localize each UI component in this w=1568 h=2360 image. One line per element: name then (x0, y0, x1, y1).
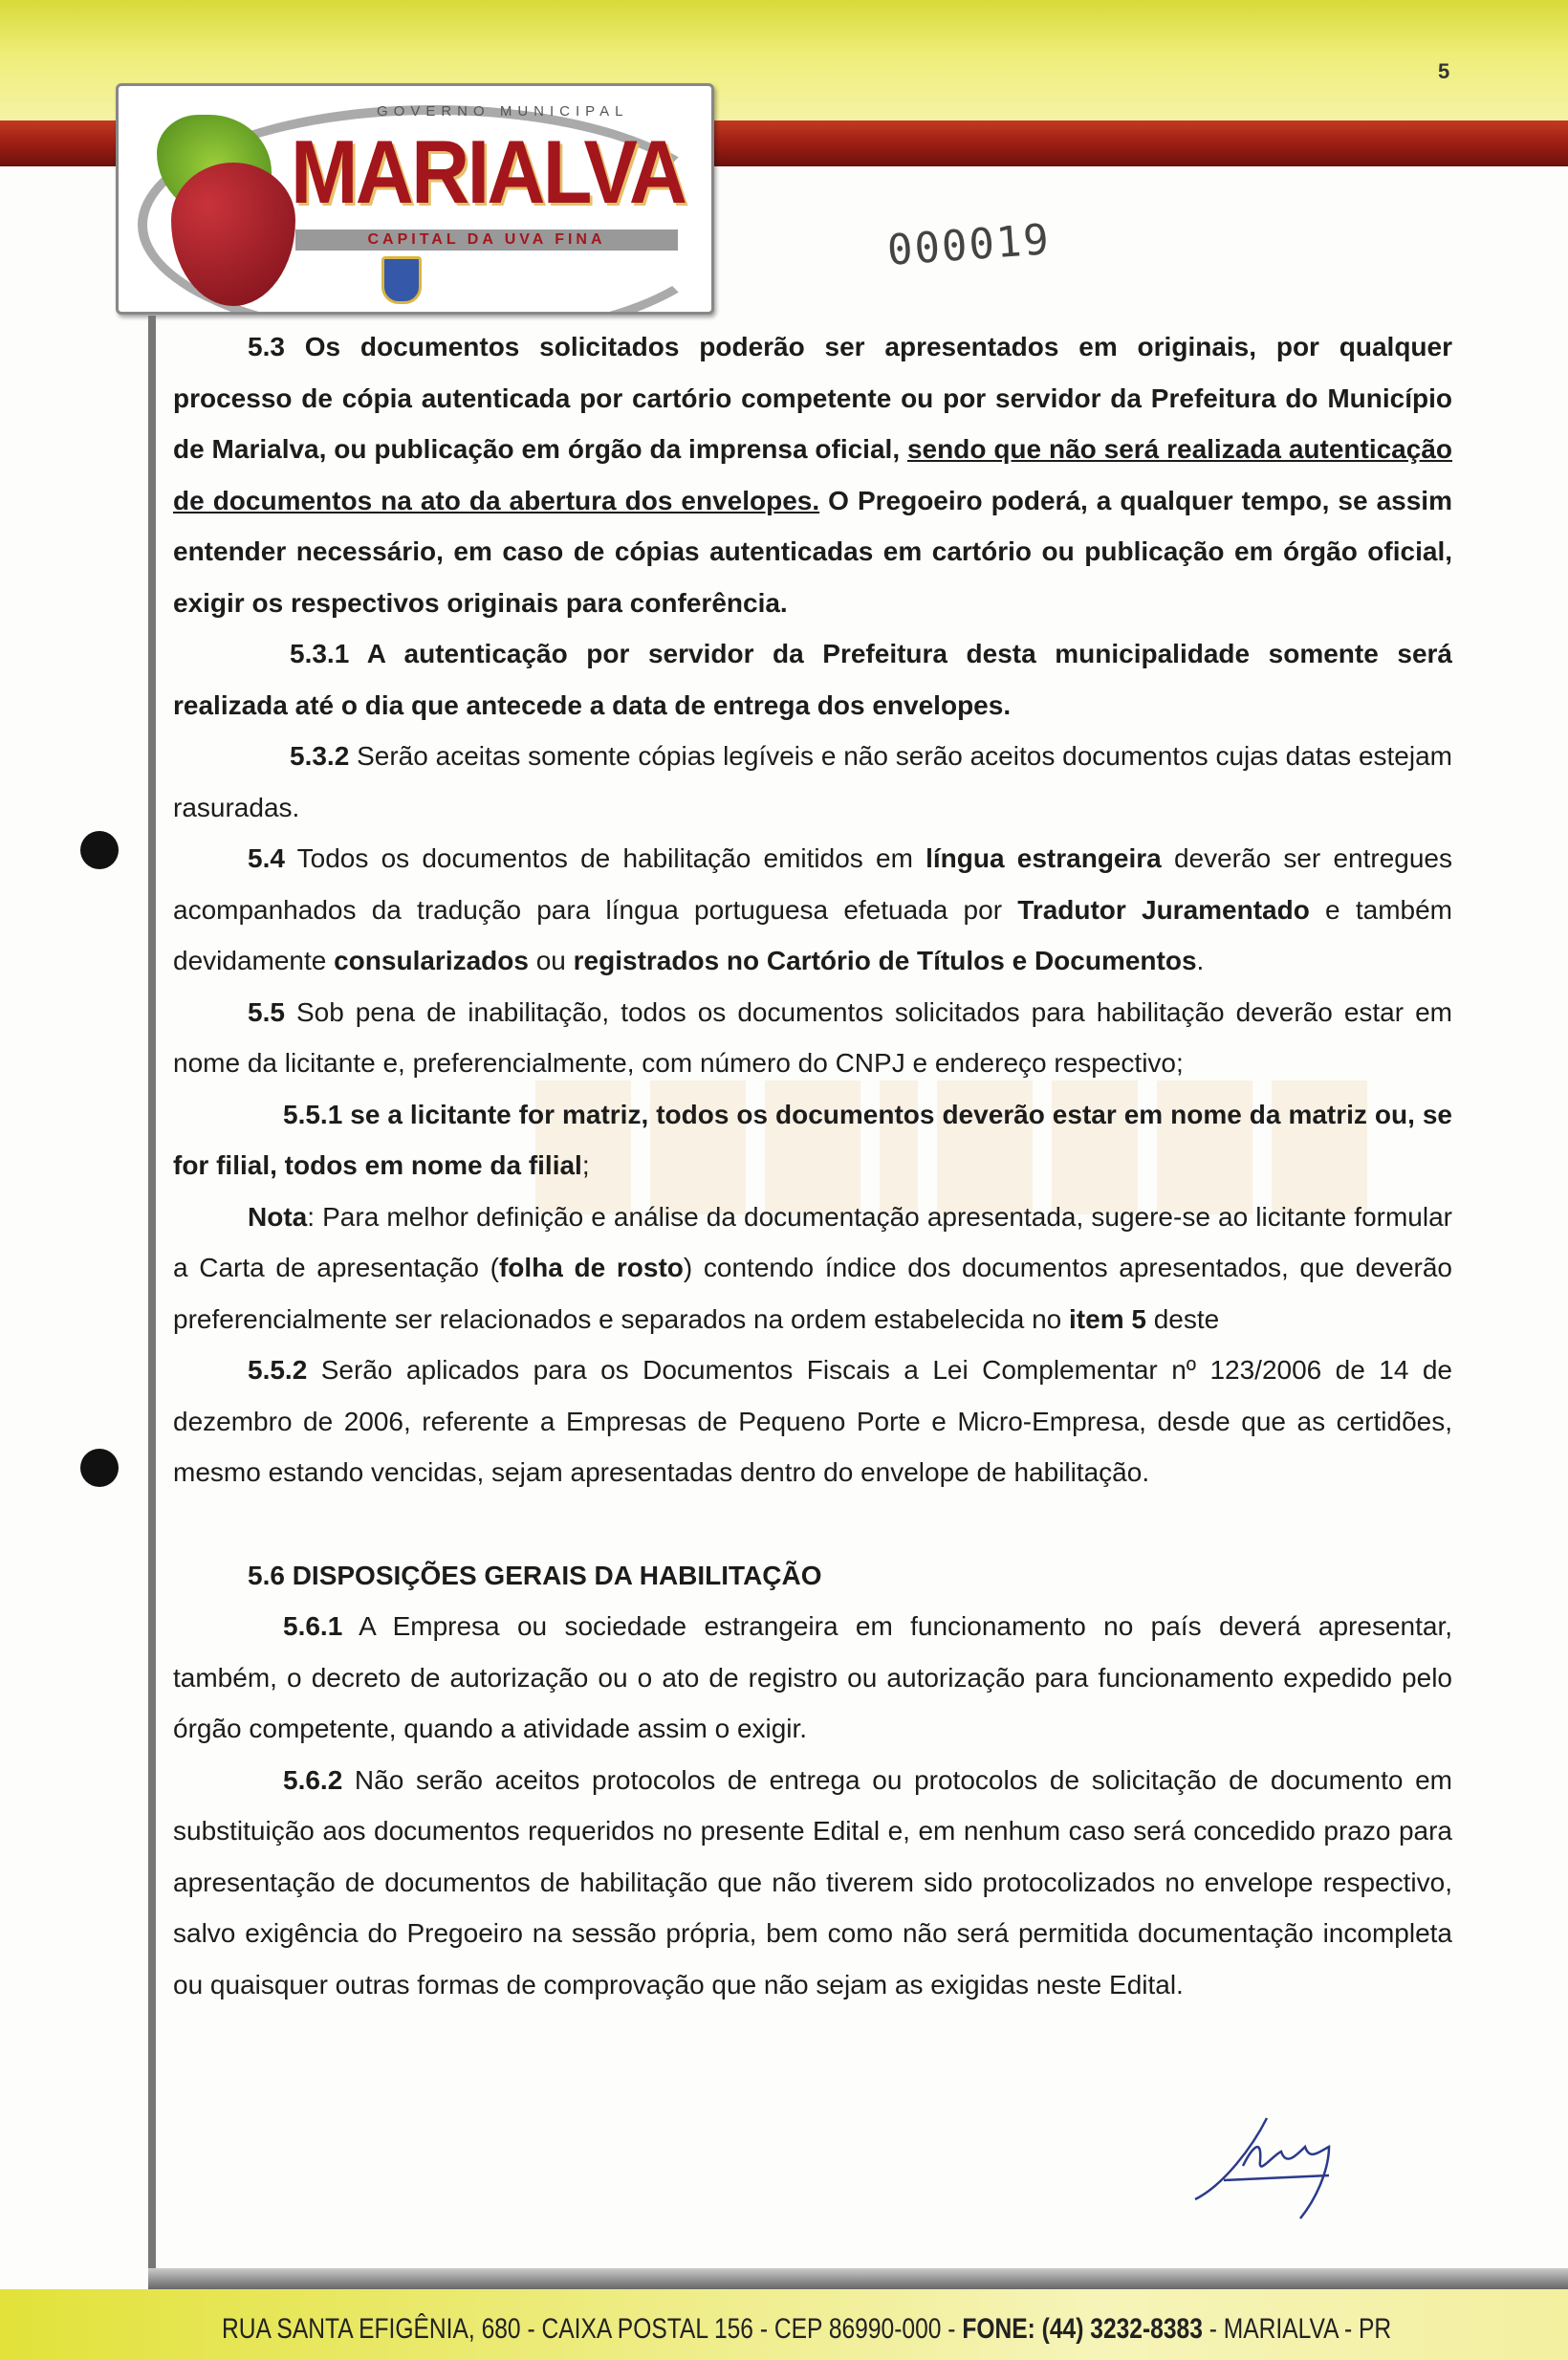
underlined-text: sendo que não será realizada autenticação de documentos na ato da abertura dos envelopes. (173, 434, 1453, 515)
bold-text: folha de rosto (498, 1253, 684, 1282)
section-number: 5.4 (248, 843, 285, 873)
paragraph-nota (173, 1191, 1452, 1345)
text-run: e também devidamente (173, 894, 1452, 975)
section-number: 5.3.2 (290, 741, 350, 771)
punch-hole (80, 1449, 119, 1487)
text-run: deste (1145, 1303, 1220, 1334)
text-run: ) contendo índice dos documentos apresentados, que deverão preferencialmente ser relacionados e separados na ordem estabelecida no (173, 1253, 1452, 1334)
note-label: Nota (248, 1201, 308, 1232)
coat-of-arms-icon (381, 256, 422, 304)
logo-slogan: CAPITAL DA UVA FINA (295, 229, 678, 251)
bold-text: item 5 (1069, 1303, 1146, 1334)
paragraph-5-4 (173, 833, 1452, 987)
text-run: . (1196, 946, 1205, 975)
section-number: 5.5.2 (248, 1355, 308, 1385)
paragraph-5-6-2 (173, 1755, 1452, 2011)
page-stamp-number: 000019 (885, 215, 1053, 275)
page-number: 5 (1438, 59, 1450, 83)
logo-top-text: GOVERNO MUNICIPAL (377, 103, 629, 120)
city-text: - MARIALVA - PR (1202, 2313, 1392, 2345)
footer-address (222, 2312, 1391, 2347)
bold-text: consularizados (334, 946, 529, 975)
phone-text: FONE: (44) 3232-8383 (962, 2313, 1203, 2345)
logo-name: MARIALVA (291, 121, 686, 222)
text-run: Serão aceitas somente cópias legíveis e não serão aceitos documentos cujas datas estejam rasuradas. (173, 741, 1452, 822)
paragraph-5-5-2 (173, 1344, 1452, 1498)
paragraph-5-6-1 (173, 1601, 1452, 1755)
section-number: 5.5 (248, 996, 285, 1027)
bold-text: língua estrangeira (926, 843, 1162, 873)
address-text: RUA SANTA EFIGÊNIA, 680 - CAIXA POSTAL 156 - CEP 86990-000 - (222, 2313, 963, 2345)
document-body (173, 321, 1452, 2010)
punch-hole (80, 831, 119, 869)
paragraph-5-5 (173, 987, 1452, 1089)
text-run: : Para melhor definição e análise da documentação apresentada, sugere-se ao licitante formular a Carta de apresentação ( (173, 1201, 1452, 1282)
paragraph-5-3-2 (173, 731, 1452, 833)
left-border (148, 316, 156, 2285)
section-heading-5-6: 5.6 DISPOSIÇÕES GERAIS DA HABILITAÇÃO (248, 1560, 822, 1590)
bold-text: registrados no Cartório de Títulos e Documentos (573, 946, 1197, 975)
text-run: Não serão aceitos protocolos de entrega ou protocolos de solicitação de documento em substituição aos documentos requeridos no presente Edital e, em nenhum caso será concedido prazo para apresentação de documentos de habilitação que não tiverem sido protocolizados no envelope respectivo, salvo exigência do Pregoeiro na sessão própria, bem como não será permitida documentação incompleta ou quaisquer outras formas de comprovação que não sejam as exigidas neste Edital. (173, 1764, 1452, 1999)
spacer (173, 1498, 1452, 1550)
section-number: 5.6.2 (283, 1764, 343, 1795)
text-run: 5.3 Os documentos solicitados poderão ser apresentados em originais, por qualquer processo de cópia autenticada por cartório competente ou por servidor da Prefeitura do Município de Marialva, ou publicação em órgão da imprensa oficial, (173, 332, 1452, 464)
text-run: ou (528, 946, 574, 975)
paragraph-5-5-1 (173, 1089, 1452, 1191)
text-run: A Empresa ou sociedade estrangeira em funcionamento no país deverá apresentar, também, o decreto de autorização ou o ato de registro ou autorização para funcionamento expedido pelo órgão competente, quando a atividade assim o exigir. (173, 1611, 1452, 1743)
text-run: Serão aplicados para os Documentos Fiscais a Lei Complementar nº 123/2006 de 14 de dezembro de 2006, referente a Empresas de Pequeno Porte e Micro-Empresa, desde que as certidões, mesmo estando vencidas, sejam apresentadas dentro do envelope de habilitação. (173, 1355, 1452, 1487)
text-run: deverão ser entregues acompanhados da tradução para língua portuguesa efetuada por (173, 843, 1453, 925)
section-number: 5.6.1 (283, 1611, 343, 1641)
text-run: ; (581, 1150, 590, 1180)
signature (1186, 2109, 1358, 2223)
marialva-logo (116, 83, 714, 315)
paragraph-5-3 (173, 321, 1452, 628)
text-run: Todos os documentos de habilitação emitidos em (284, 843, 926, 873)
text-run: O Pregoeiro poderá, a qualquer tempo, se assim entender necessário, em caso de cópias autenticadas em cartório ou publicação em órgão oficial, exigir os respectivos originais para conferência. (173, 485, 1452, 618)
paragraph-5-3-1: 5.3.1 A autenticação por servidor da Prefeitura desta municipalidade somente será realizada até o dia que antecede a data de entrega dos envelopes. (173, 639, 1452, 720)
bold-text: 5.5.1 se a licitante for matriz, todos os documentos deverão estar em nome da matriz ou, se for filial, todos em nome da filial (173, 1099, 1452, 1180)
bottom-border (148, 2268, 1568, 2289)
text-run: Sob pena de inabilitação, todos os documentos solicitados para habilitação deverão estar em nome da licitante e, preferencialmente, com número do CNPJ e endereço respectivo; (173, 996, 1452, 1078)
bold-text: Tradutor Juramentado (1017, 894, 1310, 925)
